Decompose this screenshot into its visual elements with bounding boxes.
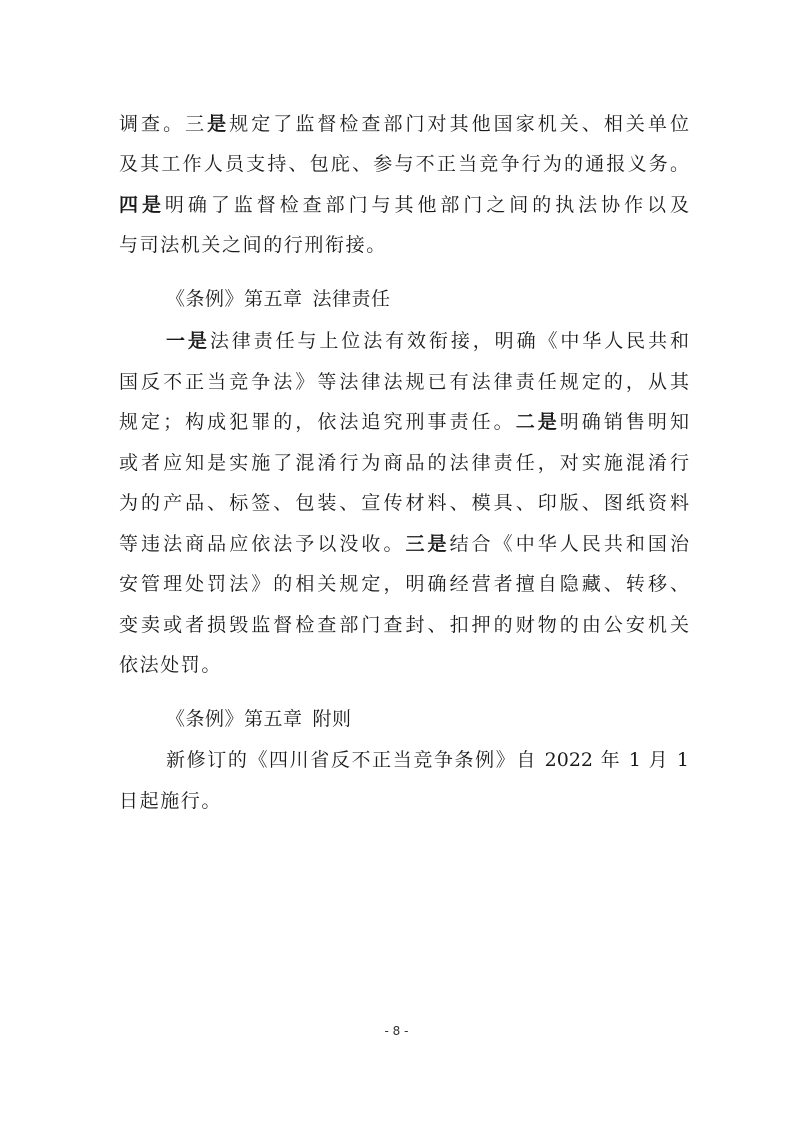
- paragraph-line: 与司法机关之间的行刑衔接。: [119, 234, 387, 256]
- section-heading-legal-liability: [166, 287, 391, 311]
- text-run: 明确了监督检查部门与其他部门之间的执法协作以及: [164, 194, 689, 216]
- text-run: 明确销售明知: [559, 411, 689, 433]
- paragraph-line: 或者应知是实施了混淆行为商品的法律责任，对实施混淆行: [119, 452, 689, 474]
- text-run: 结合《中华人民共和国治: [449, 533, 689, 555]
- text-run: 调查。三: [119, 113, 208, 135]
- paragraph-line: [166, 329, 689, 353]
- bold-keyword: 四是: [119, 194, 165, 216]
- paragraph-line: 依法处罚。: [119, 654, 223, 676]
- paragraph-line: [119, 532, 689, 556]
- bold-keyword: 是: [207, 113, 230, 135]
- heading-title: 附则: [312, 708, 352, 730]
- heading-title: 法律责任: [312, 288, 391, 310]
- paragraph-line: 安管理处罚法》的相关规定，明确经营者擅自隐藏、转移、: [119, 573, 689, 595]
- paragraph-line: 日起施行。: [119, 790, 223, 812]
- text-run: 法律责任与上位法有效衔接，明确《中华人民共和: [209, 330, 689, 352]
- heading-source: 《条例》第五章: [166, 708, 303, 730]
- paragraph-line: 国反不正当竞争法》等法律法规已有法律责任规定的，从其: [119, 371, 689, 393]
- text-run: 规定了监督检查部门对其他国家机关、相关单位: [229, 113, 689, 135]
- paragraph-line: 及其工作人员支持、包庇、参与不正当竞争行为的通报义务。: [119, 153, 689, 175]
- paragraph-line: 新修订的《四川省反不正当竞争条例》自 2022 年 1 月 1: [166, 749, 689, 771]
- paragraph-line: [119, 193, 689, 217]
- page-number: - 8 -: [384, 1024, 409, 1038]
- paragraph-line: 为的产品、标签、包装、宣传材料、模具、印版、图纸资料: [119, 492, 689, 514]
- heading-source: 《条例》第五章: [166, 288, 303, 310]
- bold-keyword: 二是: [515, 411, 560, 433]
- bold-keyword: 三是: [405, 533, 450, 555]
- paragraph-line: [119, 410, 689, 434]
- paragraph-line: 变卖或者损毁监督检查部门查封、扣押的财物的由公安机关: [119, 614, 689, 636]
- paragraph-line: [119, 112, 689, 136]
- text-run: 等违法商品应依法予以没收。: [119, 533, 406, 555]
- bold-keyword: 一是: [166, 330, 210, 352]
- text-run: 规定；构成犯罪的，依法追究刑事责任。: [119, 411, 516, 433]
- section-heading-supplementary: [166, 707, 352, 731]
